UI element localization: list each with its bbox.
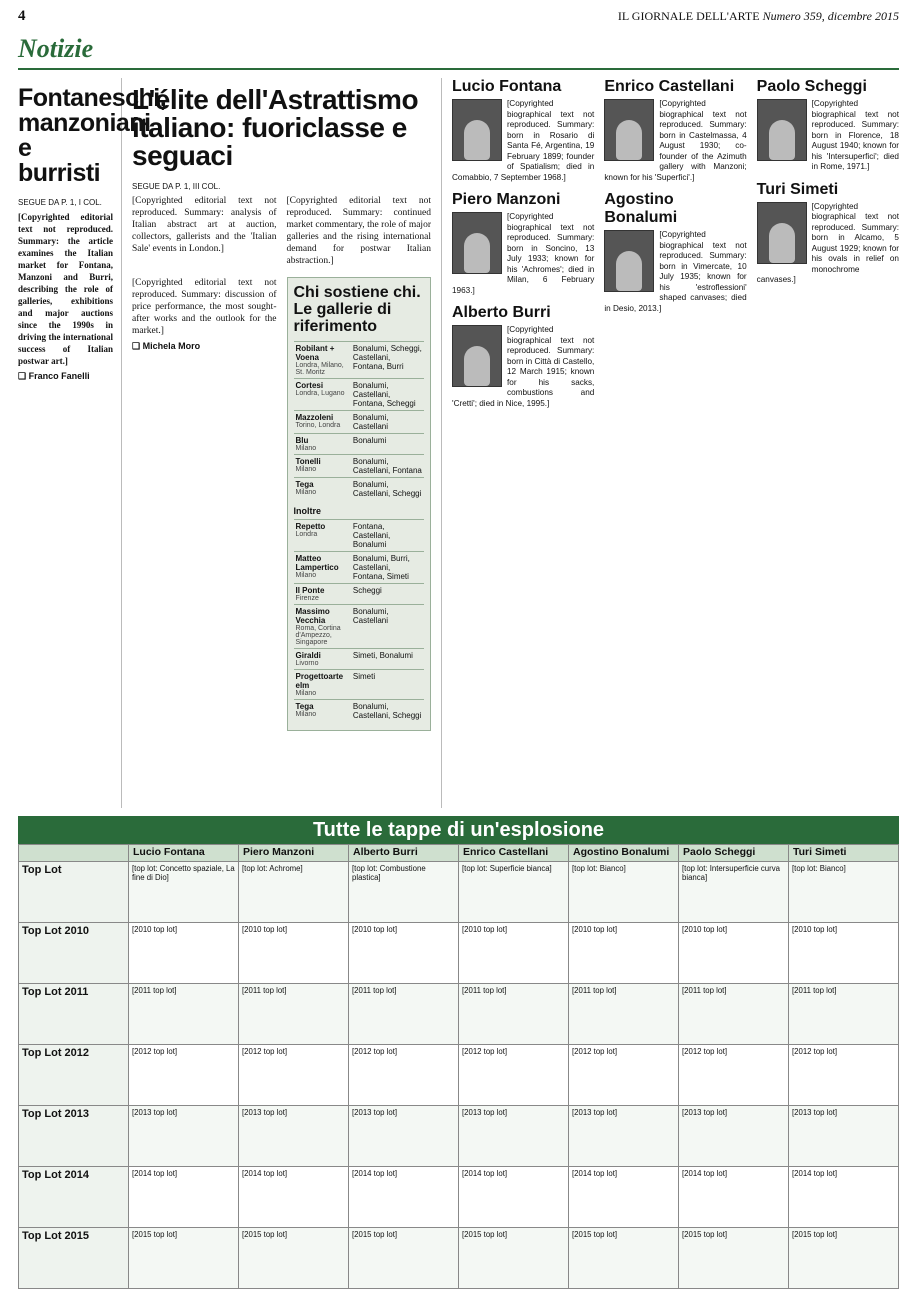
artist-portrait xyxy=(757,99,807,161)
tappe-cell: [2013 top lot] xyxy=(239,1105,349,1166)
page-header xyxy=(18,8,899,30)
tappe-row-label: Top Lot 2010 xyxy=(19,922,129,983)
gallery-name: Cortesi Londra, Lugano xyxy=(294,379,351,411)
tappe-cell: [2012 top lot] xyxy=(789,1044,899,1105)
artist-portrait xyxy=(604,99,654,161)
gallery-city: Milano xyxy=(295,690,317,697)
tappe-cell: [2012 top lot] xyxy=(459,1044,569,1105)
artist-name: Lucio Fontana xyxy=(452,78,562,95)
galleries-inoltre-label: Inoltre xyxy=(293,506,322,516)
article1-text: [Copyrighted editorial text not reproduced. Summary: the article examines the Italian market for Fontana, Manzoni and Burri, describing the role of galleries, exhibitions and major auctions since the 1990s in driving the international success of Italian postwar art.] xyxy=(18,212,113,366)
tappe-column-header: Piero Manzoni xyxy=(239,845,349,862)
gallery-city: Milano xyxy=(295,445,317,452)
tappe-cell: [2010 top lot] xyxy=(349,922,459,983)
artist-name: Paolo Scheggi xyxy=(756,78,867,95)
artist-column-2 xyxy=(604,78,746,808)
section-title: Notizie xyxy=(18,32,899,70)
tappe-cell: [2015 top lot] xyxy=(239,1227,349,1288)
tappe-cell: [2014 top lot] xyxy=(569,1166,679,1227)
article1-author: ❑ Franco Fanelli xyxy=(18,371,90,381)
gallery-name: Tonelli Milano xyxy=(294,455,351,478)
artist-column-1 xyxy=(452,78,594,808)
artist-portrait xyxy=(452,212,502,274)
tappe-cell: [2015 top lot] xyxy=(129,1227,239,1288)
portrait-silhouette xyxy=(616,120,642,160)
tappe-cell: [2013 top lot] xyxy=(569,1105,679,1166)
tappe-cell: [2013 top lot] xyxy=(129,1105,239,1166)
artist-bio: [Copyrighted biographical text not reproduced. Summary: born in Soncino, 13 July 1933; known for his 'Achromes'; died in Milan, 6 February 1963.] xyxy=(452,212,595,295)
artist-bio: [Copyrighted biographical text not reproduced. Summary: born in Rosario di Santa Fé, Argentina, 19 February 1899; founder of Spatialism; died in Comabbio, 7 September 1968.] xyxy=(452,99,595,182)
artist-name: Turi Simeti xyxy=(756,180,839,198)
tappe-section xyxy=(18,816,899,1289)
gallery-row xyxy=(294,478,425,501)
galleries-box xyxy=(287,277,432,731)
masthead xyxy=(618,9,899,24)
artist-profile xyxy=(604,191,746,314)
gallery-artists: Bonalumi xyxy=(351,434,424,455)
article2-author: ❑ Michela Moro xyxy=(132,341,201,351)
gallery-row xyxy=(294,434,425,455)
gallery-city: Londra xyxy=(295,531,318,538)
galleries-box-title: Chi sostiene chi. Le gallerie di riferimento xyxy=(293,284,421,335)
artist-profile xyxy=(452,304,594,409)
gallery-artists: Bonalumi, Castellani, Scheggi xyxy=(351,700,424,723)
gallery-city: Roma, Cortina d'Ampezzo, Singapore xyxy=(295,625,341,646)
artist-profile xyxy=(452,191,594,296)
tappe-row xyxy=(19,1105,899,1166)
tappe-column-header: Agostino Bonalumi xyxy=(569,845,679,862)
tappe-cell: [2010 top lot] xyxy=(789,922,899,983)
artist-column-3 xyxy=(757,78,899,808)
gallery-row xyxy=(294,520,425,552)
gallery-name: Massimo Vecchia Roma, Cortina d'Ampezzo, Singapore xyxy=(294,605,351,649)
gallery-city: Livorno xyxy=(295,660,319,667)
gallery-artists: Bonalumi, Scheggi, Castellani, Fontana, Burri xyxy=(351,342,424,379)
tappe-row-label: Top Lot 2015 xyxy=(19,1227,129,1288)
tappe-row xyxy=(19,922,899,983)
page-number: 4 xyxy=(18,8,26,24)
gallery-row xyxy=(294,411,425,434)
tappe-cell: [2015 top lot] xyxy=(569,1227,679,1288)
tappe-cell: [2011 top lot] xyxy=(679,983,789,1044)
tappe-column-header: Enrico Castellani xyxy=(459,845,569,862)
galleries-table-more xyxy=(294,519,425,722)
tappe-cell: [2014 top lot] xyxy=(679,1166,789,1227)
portrait-silhouette xyxy=(464,346,490,386)
article2-lower-text: [Copyrighted editorial text not reproduced. Summary: discussion of price performance, the most sought-after works and the outlook for the market.] xyxy=(132,278,277,336)
tappe-row-label: Top Lot 2013 xyxy=(19,1105,129,1166)
tappe-cell: [2012 top lot] xyxy=(129,1044,239,1105)
tappe-column-header: Lucio Fontana xyxy=(129,845,239,862)
gallery-name: Matteo Lampertico Milano xyxy=(294,552,351,584)
tappe-cell: [2014 top lot] xyxy=(129,1166,239,1227)
tappe-cell: [2010 top lot] xyxy=(129,922,239,983)
tappe-cell: [2015 top lot] xyxy=(459,1227,569,1288)
gallery-row xyxy=(294,700,425,723)
artist-profile xyxy=(757,78,899,173)
tappe-cell: [2011 top lot] xyxy=(789,983,899,1044)
gallery-city: Torino, Londra xyxy=(295,422,341,429)
gallery-artists: Bonalumi, Castellani, Scheggi xyxy=(351,478,424,501)
tappe-column-header: Turi Simeti xyxy=(789,845,899,862)
gallery-name: Mazzoleni Torino, Londra xyxy=(294,411,351,434)
galleries-table xyxy=(294,341,425,500)
portrait-silhouette xyxy=(464,120,490,160)
tappe-cell: [top lot: Intersuperficie curva bianca] xyxy=(679,861,789,922)
gallery-city: Firenze xyxy=(295,595,319,602)
gallery-city: Londra, Milano, St. Moritz xyxy=(295,362,344,376)
gallery-artists: Fontana, Castellani, Bonalumi xyxy=(351,520,424,552)
gallery-row xyxy=(294,584,425,605)
gallery-artists: Bonalumi, Castellani xyxy=(351,605,424,649)
gallery-artists: Scheggi xyxy=(351,584,424,605)
article2-text-right: [Copyrighted editorial text not reproduced. Summary: continued market commentary, the role of major galleries and the rising international demand for postwar Italian abstraction.] xyxy=(286,196,431,266)
article2-byline: SEGUE DA P. 1, III COL. xyxy=(132,182,221,191)
artist-name: Alberto Burri xyxy=(452,304,551,321)
artist-bio: [Copyrighted biographical text not reproduced. Summary: born in Florence, 18 August 1940; known for his 'Intersuperfici'; died in Rome, 1971.] xyxy=(811,99,899,171)
artist-name: Agostino Bonalumi xyxy=(604,191,678,226)
gallery-row xyxy=(294,342,425,379)
tappe-column-header: Paolo Scheggi xyxy=(679,845,789,862)
tappe-cell: [top lot: Achrome] xyxy=(239,861,349,922)
gallery-row xyxy=(294,670,425,700)
main-content xyxy=(18,78,899,808)
article-astrattismo xyxy=(122,78,442,808)
tappe-cell: [2012 top lot] xyxy=(679,1044,789,1105)
gallery-name: Blu Milano xyxy=(294,434,351,455)
portrait-silhouette xyxy=(769,223,795,263)
masthead-issue: Numero 359, dicembre 2015 xyxy=(762,9,899,23)
tappe-row xyxy=(19,1227,899,1288)
article2-headline: L'élite dell'Astrattismo italiano: fuoriclasse e seguaci xyxy=(132,84,419,171)
gallery-artists: Bonalumi, Burri, Castellani, Fontana, Simeti xyxy=(351,552,424,584)
tappe-cell: [2010 top lot] xyxy=(679,922,789,983)
artist-portrait xyxy=(757,202,807,264)
gallery-row xyxy=(294,605,425,649)
tappe-cell: [2012 top lot] xyxy=(569,1044,679,1105)
artist-bio: [Copyrighted biographical text not reproduced. Summary: born in Città di Castello, 12 March 1915; known for his sacks, combustions and 'Cretti'; died in Nice, 1995.] xyxy=(452,325,595,408)
artist-name: Enrico Castellani xyxy=(604,78,735,95)
gallery-city: Londra, Lugano xyxy=(295,390,345,397)
portrait-silhouette xyxy=(616,251,642,291)
artist-bio: [Copyrighted biographical text not reproduced. Summary: born in Vimercate, 10 July 1935; known for his 'estroflessioni' shaped canvases; died in Desio, 2013.] xyxy=(604,230,747,313)
gallery-artists: Simeti xyxy=(351,670,424,700)
gallery-artists: Bonalumi, Castellani, Fontana, Scheggi xyxy=(351,379,424,411)
tappe-cell: [2011 top lot] xyxy=(569,983,679,1044)
tappe-row-label: Top Lot 2012 xyxy=(19,1044,129,1105)
gallery-row xyxy=(294,455,425,478)
article1-byline: SEGUE DA P. 1, I COL. xyxy=(18,198,102,207)
tappe-cell: [2012 top lot] xyxy=(239,1044,349,1105)
gallery-artists: Bonalumi, Castellani xyxy=(351,411,424,434)
gallery-name: Robilant + Voena Londra, Milano, St. Moritz xyxy=(294,342,351,379)
tappe-cell: [2013 top lot] xyxy=(459,1105,569,1166)
gallery-artists: Bonalumi, Castellani, Fontana xyxy=(351,455,424,478)
masthead-title: IL GIORNALE DELL'ARTE xyxy=(617,9,760,23)
tappe-row xyxy=(19,1044,899,1105)
tappe-cell: [top lot: Bianco] xyxy=(789,861,899,922)
gallery-city: Milano xyxy=(295,489,317,496)
artist-columns xyxy=(452,78,899,808)
tappe-column-header: Alberto Burri xyxy=(349,845,459,862)
artist-profile xyxy=(452,78,594,183)
gallery-name: Tega Milano xyxy=(294,478,351,501)
tappe-cell: [2011 top lot] xyxy=(239,983,349,1044)
gallery-city: Milano xyxy=(295,466,317,473)
artist-name: Piero Manzoni xyxy=(452,191,561,208)
tappe-cell: [top lot: Concetto spaziale, La fine di Dio] xyxy=(129,861,239,922)
article2-columns xyxy=(132,195,431,267)
article2-text-left: [Copyrighted editorial text not reproduced. Summary: analysis of Italian abstract art at auction, collectors, gallerists and the 'Italian Sale' events in London.] xyxy=(132,196,277,254)
tappe-cell: [2011 top lot] xyxy=(129,983,239,1044)
artist-portrait xyxy=(452,325,502,387)
tappe-cell: [top lot: Combustione plastica] xyxy=(349,861,459,922)
artist-profiles xyxy=(442,78,899,808)
tappe-cell: [2014 top lot] xyxy=(349,1166,459,1227)
gallery-city: Milano xyxy=(295,572,317,579)
gallery-name: Tega Milano xyxy=(294,700,351,723)
tappe-row xyxy=(19,1166,899,1227)
article1-headline: Fontaneschi, manzoniani e burristi xyxy=(18,84,167,187)
tappe-cell: [2011 top lot] xyxy=(349,983,459,1044)
gallery-row xyxy=(294,649,425,670)
tappe-column-header xyxy=(19,845,129,862)
tappe-cell: [2010 top lot] xyxy=(239,922,349,983)
tappe-cell: [2013 top lot] xyxy=(679,1105,789,1166)
gallery-name: Repetto Londra xyxy=(294,520,351,552)
tappe-cell: [2015 top lot] xyxy=(679,1227,789,1288)
tappe-cell: [2015 top lot] xyxy=(789,1227,899,1288)
artist-profile xyxy=(757,181,899,286)
tappe-cell: [2014 top lot] xyxy=(459,1166,569,1227)
tappe-cell: [2015 top lot] xyxy=(349,1227,459,1288)
gallery-name: Giraldi Livorno xyxy=(294,649,351,670)
tappe-cell: [2013 top lot] xyxy=(789,1105,899,1166)
tappe-row xyxy=(19,983,899,1044)
artist-bio: [Copyrighted biographical text not reproduced. Summary: born in Alcamo, 5 August 1929; known for his ovals in relief on monochrome canvases.] xyxy=(756,201,899,284)
tappe-row-label: Top Lot 2014 xyxy=(19,1166,129,1227)
gallery-name: Il Ponte Firenze xyxy=(294,584,351,605)
gallery-artists: Simeti, Bonalumi xyxy=(351,649,424,670)
gallery-name: Progettoarte elm Milano xyxy=(294,670,351,700)
tappe-cell: [2014 top lot] xyxy=(239,1166,349,1227)
artist-portrait xyxy=(604,230,654,292)
tappe-row-label: Top Lot 2011 xyxy=(19,983,129,1044)
tappe-cell: [top lot: Superficie bianca] xyxy=(459,861,569,922)
portrait-silhouette xyxy=(464,233,490,273)
tappe-title: Tutte le tappe di un'esplosione xyxy=(18,816,899,844)
gallery-row xyxy=(294,379,425,411)
tappe-table xyxy=(18,844,899,1289)
tappe-cell: [2014 top lot] xyxy=(789,1166,899,1227)
tappe-cell: [2011 top lot] xyxy=(459,983,569,1044)
gallery-row xyxy=(294,552,425,584)
artist-bio: [Copyrighted biographical text not reproduced. Summary: born in Castelmassa, 4 August 1930; co-founder of the Azimuth gallery with Manzoni; known for his 'Superfici'.] xyxy=(604,99,747,182)
tappe-cell: [2012 top lot] xyxy=(349,1044,459,1105)
portrait-silhouette xyxy=(769,120,795,160)
tappe-cell: [2013 top lot] xyxy=(349,1105,459,1166)
gallery-city: Milano xyxy=(295,711,317,718)
artist-profile xyxy=(604,78,746,183)
tappe-cell: [2010 top lot] xyxy=(569,922,679,983)
tappe-row xyxy=(19,861,899,922)
article2-lower xyxy=(132,277,431,731)
tappe-cell: [top lot: Bianco] xyxy=(569,861,679,922)
tappe-cell: [2010 top lot] xyxy=(459,922,569,983)
tappe-row-label: Top Lot xyxy=(19,861,129,922)
artist-portrait xyxy=(452,99,502,161)
